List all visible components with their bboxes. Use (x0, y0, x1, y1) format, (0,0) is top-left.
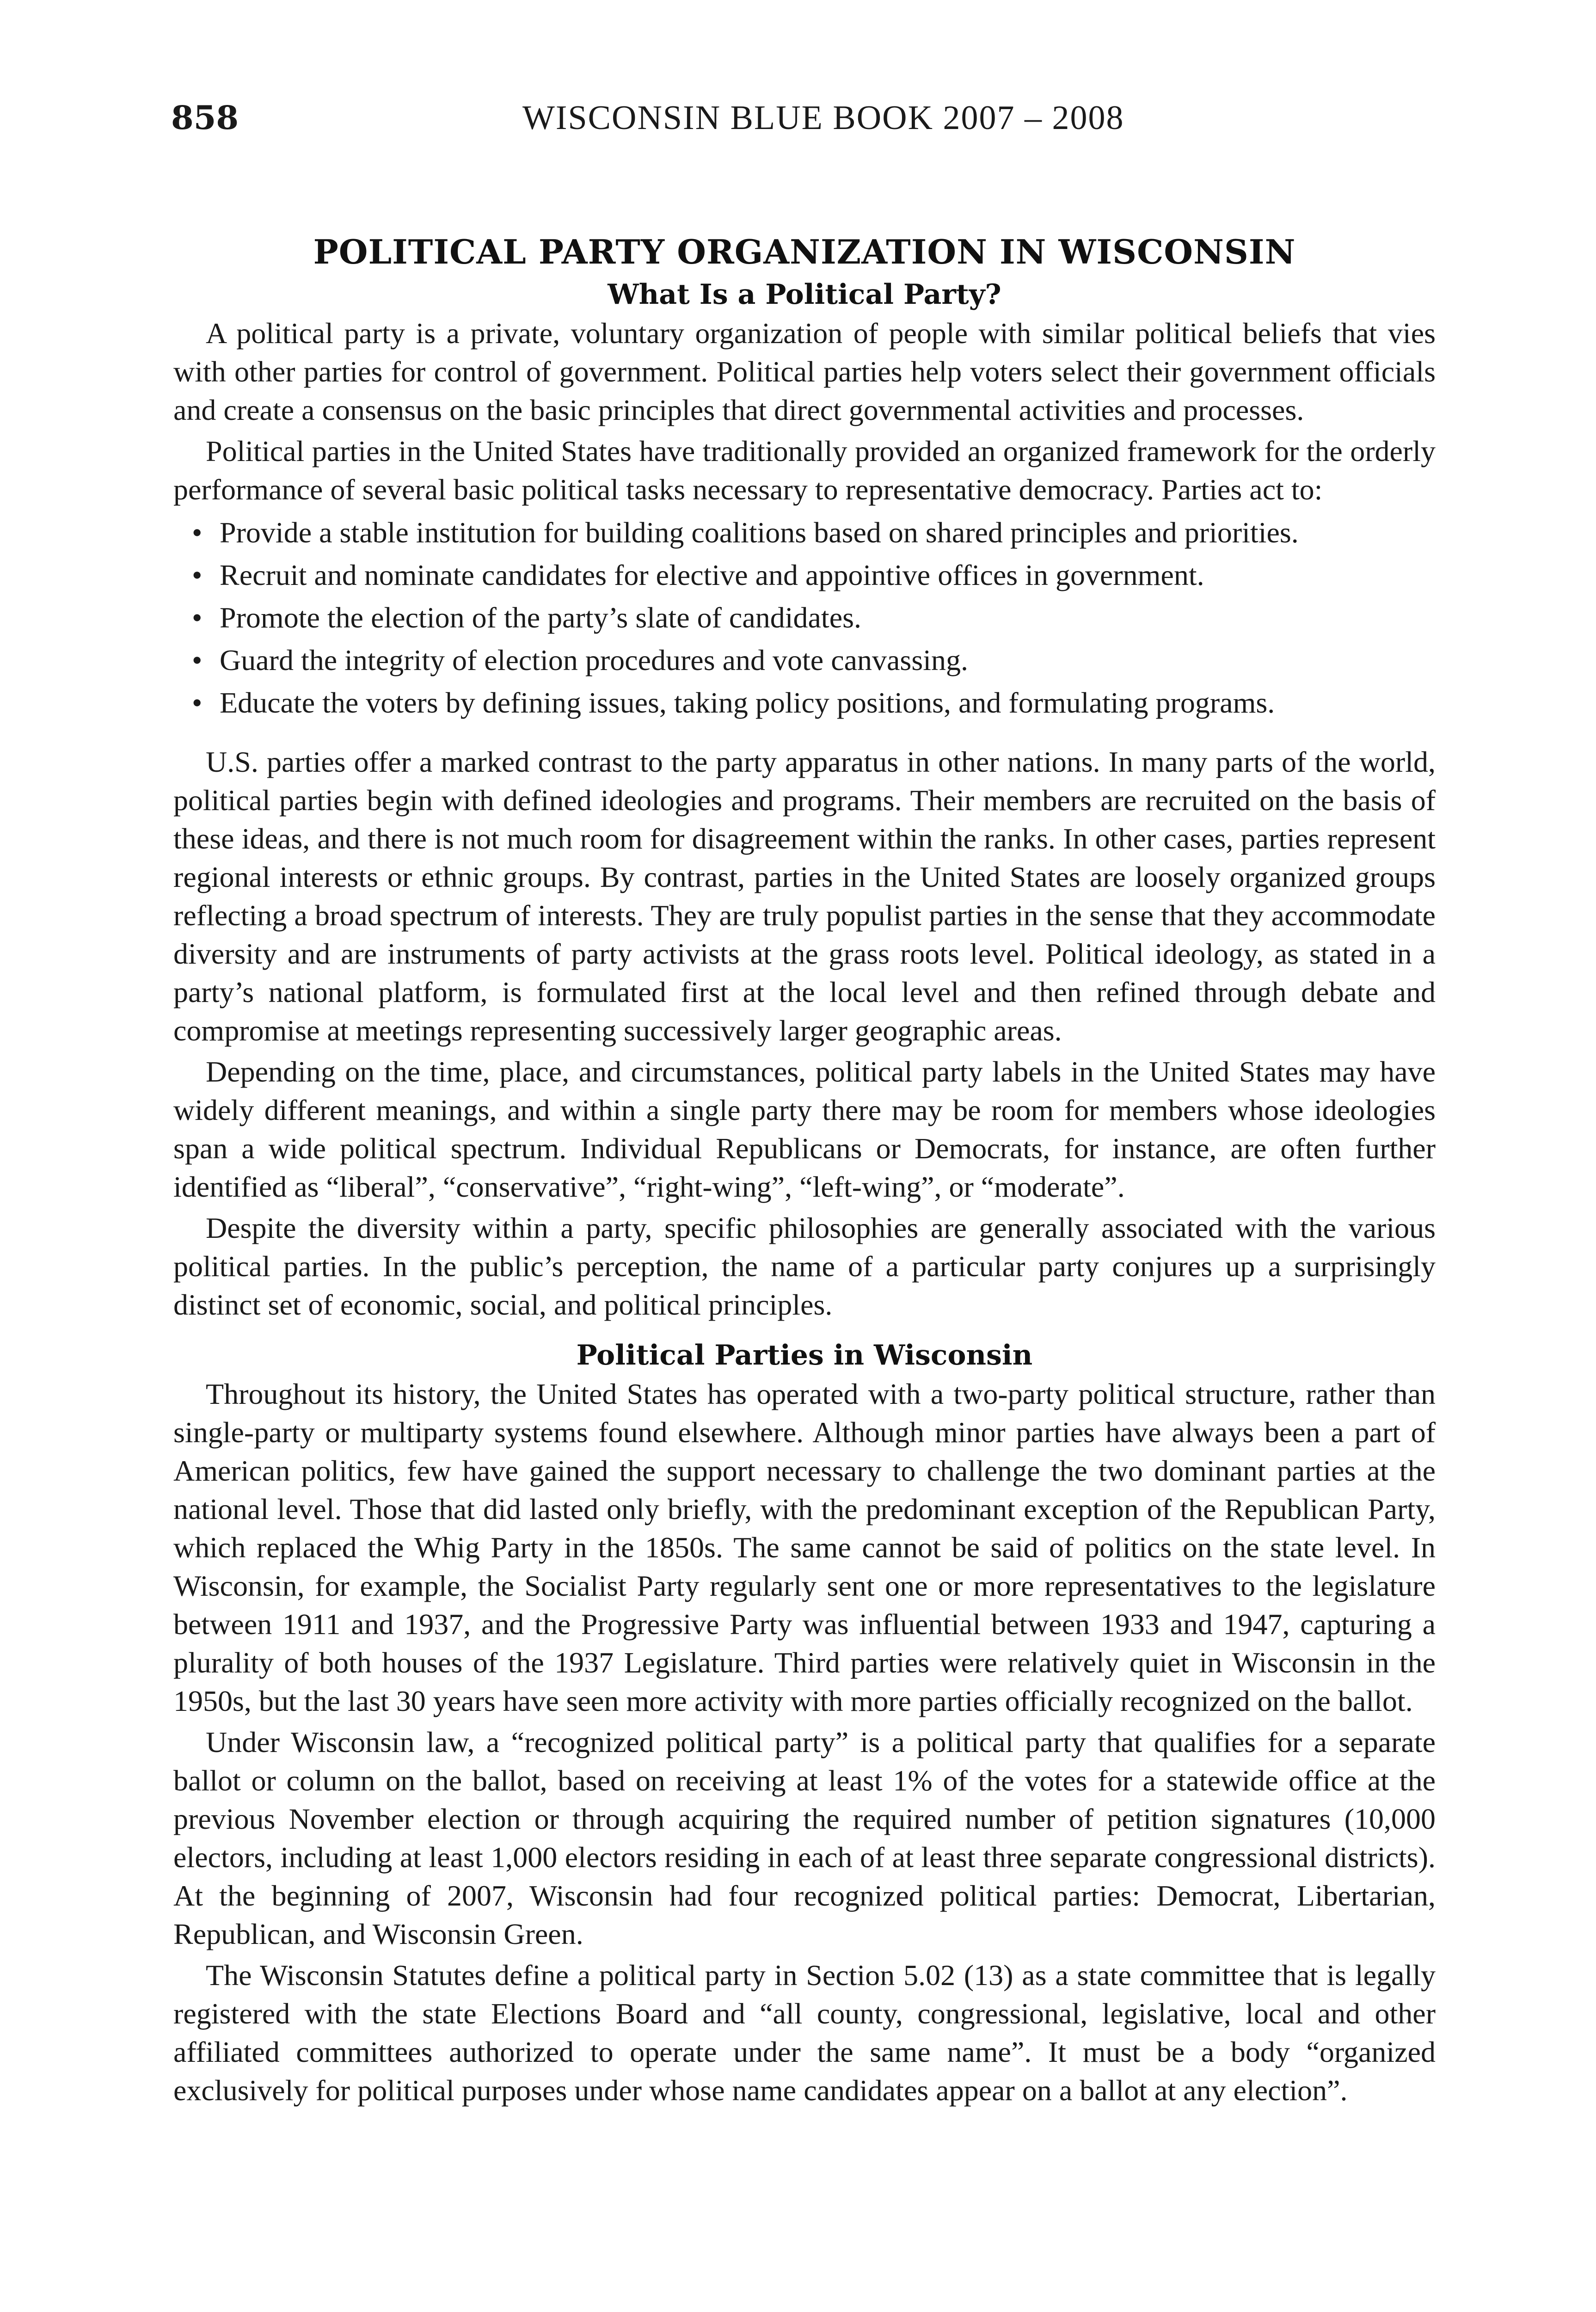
section-heading-what-is-a-party: What Is a Political Party? (608, 278, 1001, 311)
section-heading-parties-in-wisconsin: Political Parties in Wisconsin (576, 1339, 1033, 1371)
book-title-part: 2007 – 2008 (933, 99, 1124, 137)
list-item: • Guard the integrity of election procedures and vote canvassing. (192, 639, 1436, 682)
book-title-part: B (823, 99, 857, 137)
page-number: 858 (171, 98, 239, 137)
article-title: POLITICAL PARTY ORGANIZATION IN WISCONSIN (313, 232, 1296, 271)
paragraph: Depending on the time, place, and circumstances, political party labels in the United States may have widely different meanings, and within a single party there may be room for members whose ideologies span a wide political spectrum. Individual Republicans or Democrats, for instance, are often further identified as “liberal”, “conservative”, “right-wing”, “left-wing”, or “moderate”. (173, 1055, 1436, 1203)
book-title-part: LUE (754, 99, 823, 137)
list-item: • Promote the election of the party’s slate of candidates. (192, 596, 1436, 639)
paragraph: Under Wisconsin law, a “recognized political party” is a political party that qualifies for a separate ballot or column on the ballot, based on receiving at least 1% of the votes for a statewide office at the previous November election or through acquiring the required number of petition signatures (10,000 electors, including at least 1,000 electors residing in each of at least three separate congressional districts). At the beginning of 2007, Wisconsin had four recognized political parties: Democrat, Libertarian, Republican, and Wisconsin Green. (173, 1726, 1436, 1950)
book-title-part: B (721, 99, 754, 137)
party-functions-list (173, 511, 1436, 724)
book-title-part: W (522, 99, 556, 137)
paragraph: The Wisconsin Statutes define a political party in Section 5.02 (13) as a state committee that is legally registered with the state Elections Board and “all county, congressional, legislative, local and other affiliated committees authorized to operate under the same name”. It must be a body “organized exclusively for political purposes under whose name candidates appear on a ballot at any election”. (173, 1959, 1436, 2107)
book-title (522, 95, 1124, 141)
list-item: • Provide a stable institution for building coalitions based on shared principles and priorities. (192, 511, 1436, 554)
running-header (171, 95, 1437, 141)
spacer (173, 1327, 1436, 1336)
paragraph: Despite the diversity within a party, specific philosophies are generally associated with the various political parties. In the public’s perception, the name of a particular party conjures up a surprisingly distinct set of economic, social, and political principles. (173, 1211, 1436, 1321)
book-title-part: ISCONSIN (555, 99, 721, 137)
list-item: • Recruit and nominate candidates for elective and appointive offices in government. (192, 554, 1436, 596)
list-item: • Educate the voters by defining issues, taking policy positions, and formulating programs. (192, 682, 1436, 724)
paragraph: Political parties in the United States have traditionally provided an organized framework for the orderly performance of several basic political tasks necessary to representative democracy. Parties act to: (173, 435, 1436, 506)
paragraph: U.S. parties offer a marked contrast to the party apparatus in other nations. In many parts of the world, political parties begin with defined ideologies and programs. Their members are recruited on the basis of these ideas, and there is not much room for disagreement within the ranks. In other cases, parties represent regional interests or ethnic groups. By contrast, parties in the United States are loosely organized groups reflecting a broad spectrum of interests. They are truly populist parties in the sense that they accommodate diversity and are instruments of party activists at the grass roots level. Political ideology, as stated in a party’s national platform, is formulated first at the local level and then refined through debate and compromise at meetings representing successively larger geographic areas. (173, 745, 1436, 1047)
article-body (173, 229, 1436, 2112)
paragraph: Throughout its history, the United States has operated with a two-party political structure, rather than single-party or multiparty systems found elsewhere. Although minor parties have always been a part of American politics, few have gained the support necessary to challenge the two dominant parties at the national level. Those that did lasted only briefly, with the predominant exception of the Republican Party, which replaced the Whig Party in the 1850s. The same cannot be said of politics on the state level. In Wisconsin, for example, the Socialist Party regularly sent one or more representatives to the legislature between 1911 and 1937, and the Progressive Party was influential between 1933 and 1947, capturing a plurality of both houses of the 1937 Legislature. Third parties were relatively quiet in Wisconsin in the 1950s, but the last 30 years have seen more activity with more parties officially recognized on the ballot. (173, 1377, 1436, 1717)
paragraph: A political party is a private, voluntary organization of people with similar political beliefs that vies with other parties for control of government. Political parties help voters select their government officials and create a consensus on the basic principles that direct governmental activities and processes. (173, 317, 1436, 426)
book-title-part: OOK (856, 99, 934, 137)
